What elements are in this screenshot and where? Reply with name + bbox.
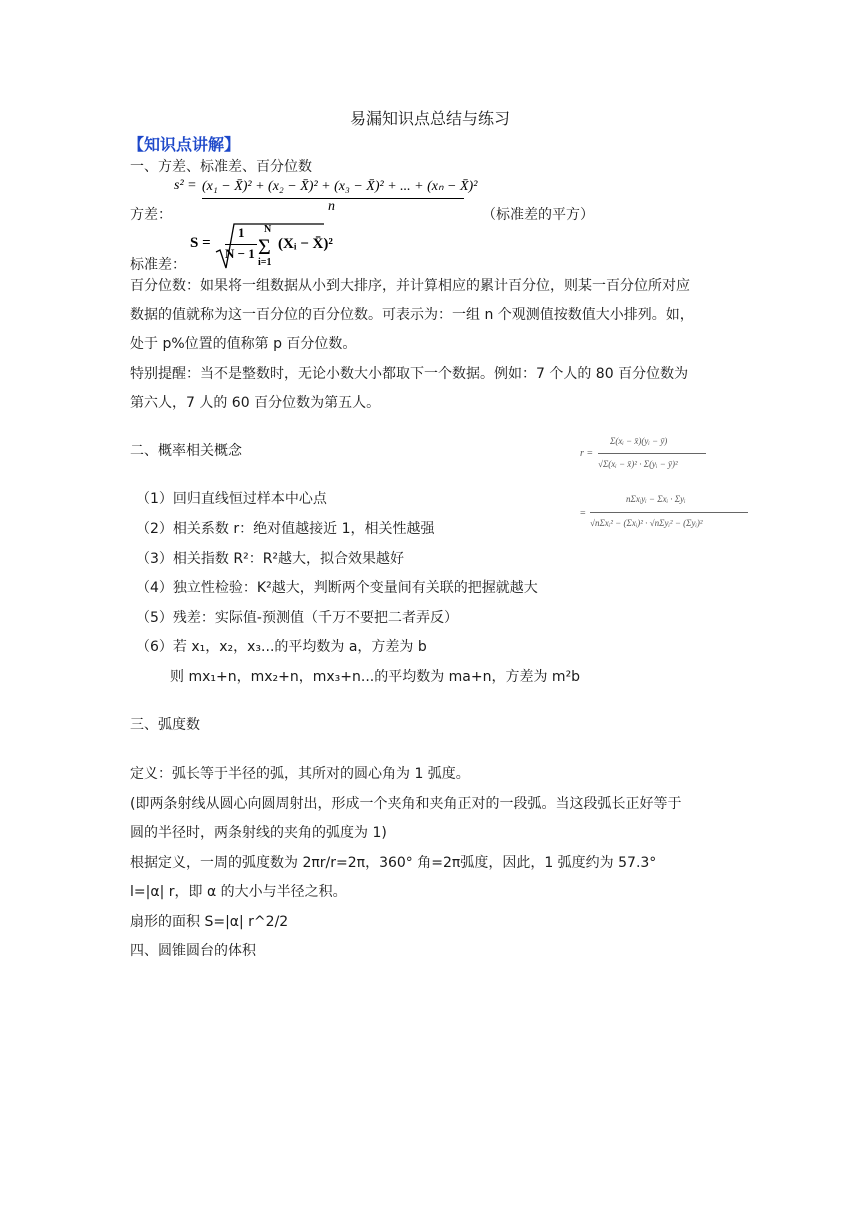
r-formula-den2: √nΣxᵢ² − (Σxᵢ)² · √nΣyᵢ² − (Σyᵢ)² <box>590 518 703 528</box>
r-formula-num2: nΣxᵢyᵢ − Σxᵢ · Σyᵢ <box>626 494 686 504</box>
radian-line-5: l=|α| r，即 α 的大小与半径之积。 <box>130 884 347 900</box>
std-formula-body: (Xᵢ − X̄)² <box>278 236 333 252</box>
concept-item-5: （5）残差：实际值-预测值（千万不要把二者弄反） <box>136 610 458 626</box>
std-formula-lhs: S = <box>190 235 211 251</box>
section2-heading: 二、概率相关概念 <box>130 443 242 459</box>
variance-formula-numerator: (x₁ − X̄)² + (x₂ − X̄)² + (x₃ − X̄)² + ... + (xₙ − X̄)² <box>202 179 478 194</box>
std-formula-frac-den: N − 1 <box>225 246 255 261</box>
concept-item-6: （6）若 x₁，x₂，x₃...的平均数为 a，方差为 b <box>136 639 427 655</box>
variance-label: 方差： <box>130 207 172 223</box>
radian-line-2: (即两条射线从圆心向圆周射出，形成一个夹角和夹角正对的一段弧。当这段弧长正好等于 <box>130 796 682 812</box>
variance-note: （标准差的平方） <box>482 207 594 223</box>
radian-line-1: 定义：弧长等于半径的弧，其所对的圆心角为 1 弧度。 <box>130 766 470 782</box>
r-fraction-bar-2 <box>590 512 748 513</box>
concept-item-4: （4）独立性检验：K²越大，判断两个变量间有关联的把握就越大 <box>136 580 538 596</box>
r-formula-den1: √Σ(xᵢ − x̄)² · Σ(yᵢ − ȳ)² <box>598 459 678 469</box>
std-sum-bottom: i=1 <box>258 257 272 268</box>
r-fraction-bar-1 <box>598 453 706 454</box>
std-formula-frac-num: 1 <box>238 225 245 240</box>
page-title: 易漏知识点总结与练习 <box>349 109 510 128</box>
sigma-sign: Σ <box>258 234 271 259</box>
std-sum-top: N <box>264 224 272 235</box>
variance-formula-lhs: s² = <box>174 178 197 193</box>
section3-heading: 三、弧度数 <box>130 717 200 733</box>
reminder-line-2: 第六人，7 人的 60 百分位数为第五人。 <box>130 395 381 411</box>
r-formula-lhs: r = <box>580 448 594 459</box>
std-label: 标准差： <box>130 257 186 273</box>
section1-heading: 一、方差、标准差、百分位数 <box>130 159 312 175</box>
concept-item-3: （3）相关指数 R²：R²越大，拟合效果越好 <box>136 551 405 567</box>
percentile-line-3: 处于 p%位置的值称第 p 百分位数。 <box>130 336 357 352</box>
concept-item-1: （1）回归直线恒过样本中心点 <box>136 491 327 507</box>
variance-formula-denominator: n <box>328 199 335 214</box>
percentile-line-1: 百分位数：如果将一组数据从小到大排序，并计算相应的累计百分位，则某一百分位所对应 <box>130 278 690 294</box>
r-formula-num1: Σ(xᵢ − x̄)(yᵢ − ȳ) <box>610 436 668 446</box>
radian-line-4: 根据定义，一周的弧度数为 2πr/r=2π，360° 角=2π弧度，因此，1 弧度约为 57.3° <box>130 855 657 871</box>
std-fraction-bar <box>225 244 257 245</box>
percentile-line-2: 数据的值就称为这一百分位的百分位数。可表示为：一组 n 个观测值按数值大小排列。如， <box>130 307 694 323</box>
knowledge-section-heading: 【知识点讲解】 <box>128 135 241 154</box>
concept-item-2: （2）相关系数 r：绝对值越接近 1，相关性越强 <box>136 521 435 537</box>
radian-line-6: 扇形的面积 S=|α| r^2/2 <box>130 914 289 930</box>
section4-heading: 四、圆锥圆台的体积 <box>130 943 256 959</box>
reminder-line-1: 特别提醒：当不是整数时，无论小数大小都取下一个数据。例如：7 个人的 80 百分位数为 <box>130 366 689 382</box>
radian-line-3: 圆的半径时，两条射线的夹角的弧度为 1) <box>130 825 387 841</box>
r-formula-eq2: = <box>580 508 586 519</box>
concept-item-6-continued: 则 mx₁+n，mx₂+n，mx₃+n...的平均数为 ma+n，方差为 m²b <box>170 669 581 685</box>
